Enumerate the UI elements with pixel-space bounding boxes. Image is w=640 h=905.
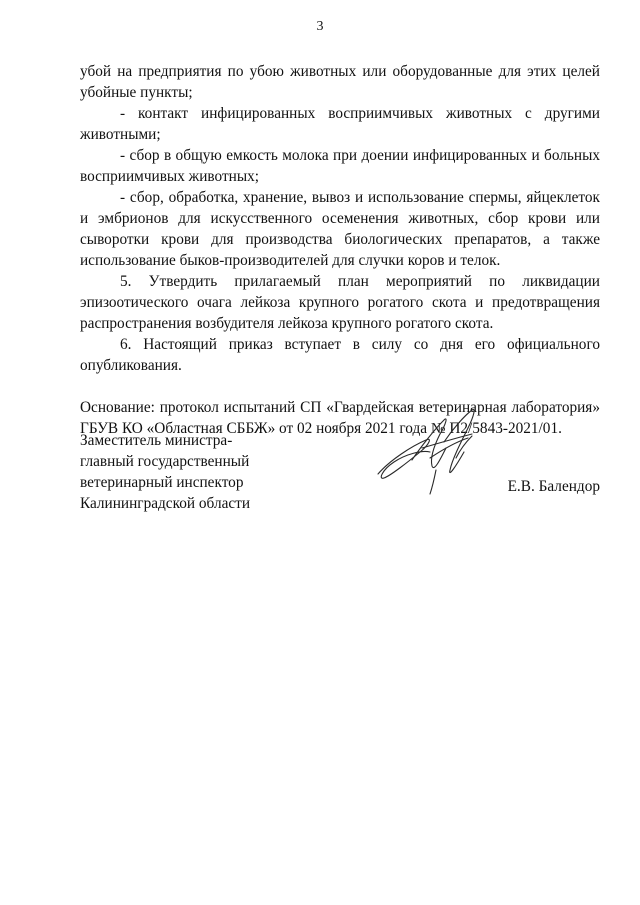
signer-name: Е.В. Балендор [507, 478, 600, 495]
signer-title-line: Заместитель министра- [80, 432, 233, 449]
signer-title-line: главный государственный [80, 453, 250, 470]
paragraph-item-5: 5. Утвердить прилагаемый план мероприятий по ликвидации эпизоотического очага лейкоза крупного рогатого скота и предотвращения распространения возбудителя лейкоза крупного рогатого скота. [80, 273, 600, 332]
paragraph-milk: - сбор в общую емкость молока при доении инфицированных и больных восприимчивых животных; [80, 147, 600, 185]
paragraph-item-6: 6. Настоящий приказ вступает в силу со дня его официального опубликования. [80, 336, 600, 374]
handwritten-signature [360, 400, 500, 500]
signer-title-line: Калининградской области [80, 495, 251, 512]
basis-paragraph: Основание: протокол испытаний СП «Гвардейская ветеринарная лаборатория» ГБУВ КО «Областная СББЖ» от 02 ноября 2021 года № П2/5843-2021/01. [80, 399, 600, 437]
signature-block [80, 430, 600, 510]
document-body [80, 61, 600, 439]
page-number: 3 [316, 19, 324, 34]
signer-title [80, 430, 300, 514]
paragraph-contact: - контакт инфицированных восприимчивых животных с другими животными; [80, 105, 600, 143]
paragraph-slaughter: убой на предприятия по убою животных или оборудованные для этих целей убойные пункты; [80, 63, 600, 101]
signer-title-line: ветеринарный инспектор [80, 474, 244, 491]
paragraph-sperm: - сбор, обработка, хранение, вывоз и использование спермы, яйцеклеток и эмбрионов для искусственного осеменения животных, сбор крови или сыворотки крови для производства биологических препаратов, а также использование быков-производителей для случки коров и телок. [80, 189, 600, 269]
